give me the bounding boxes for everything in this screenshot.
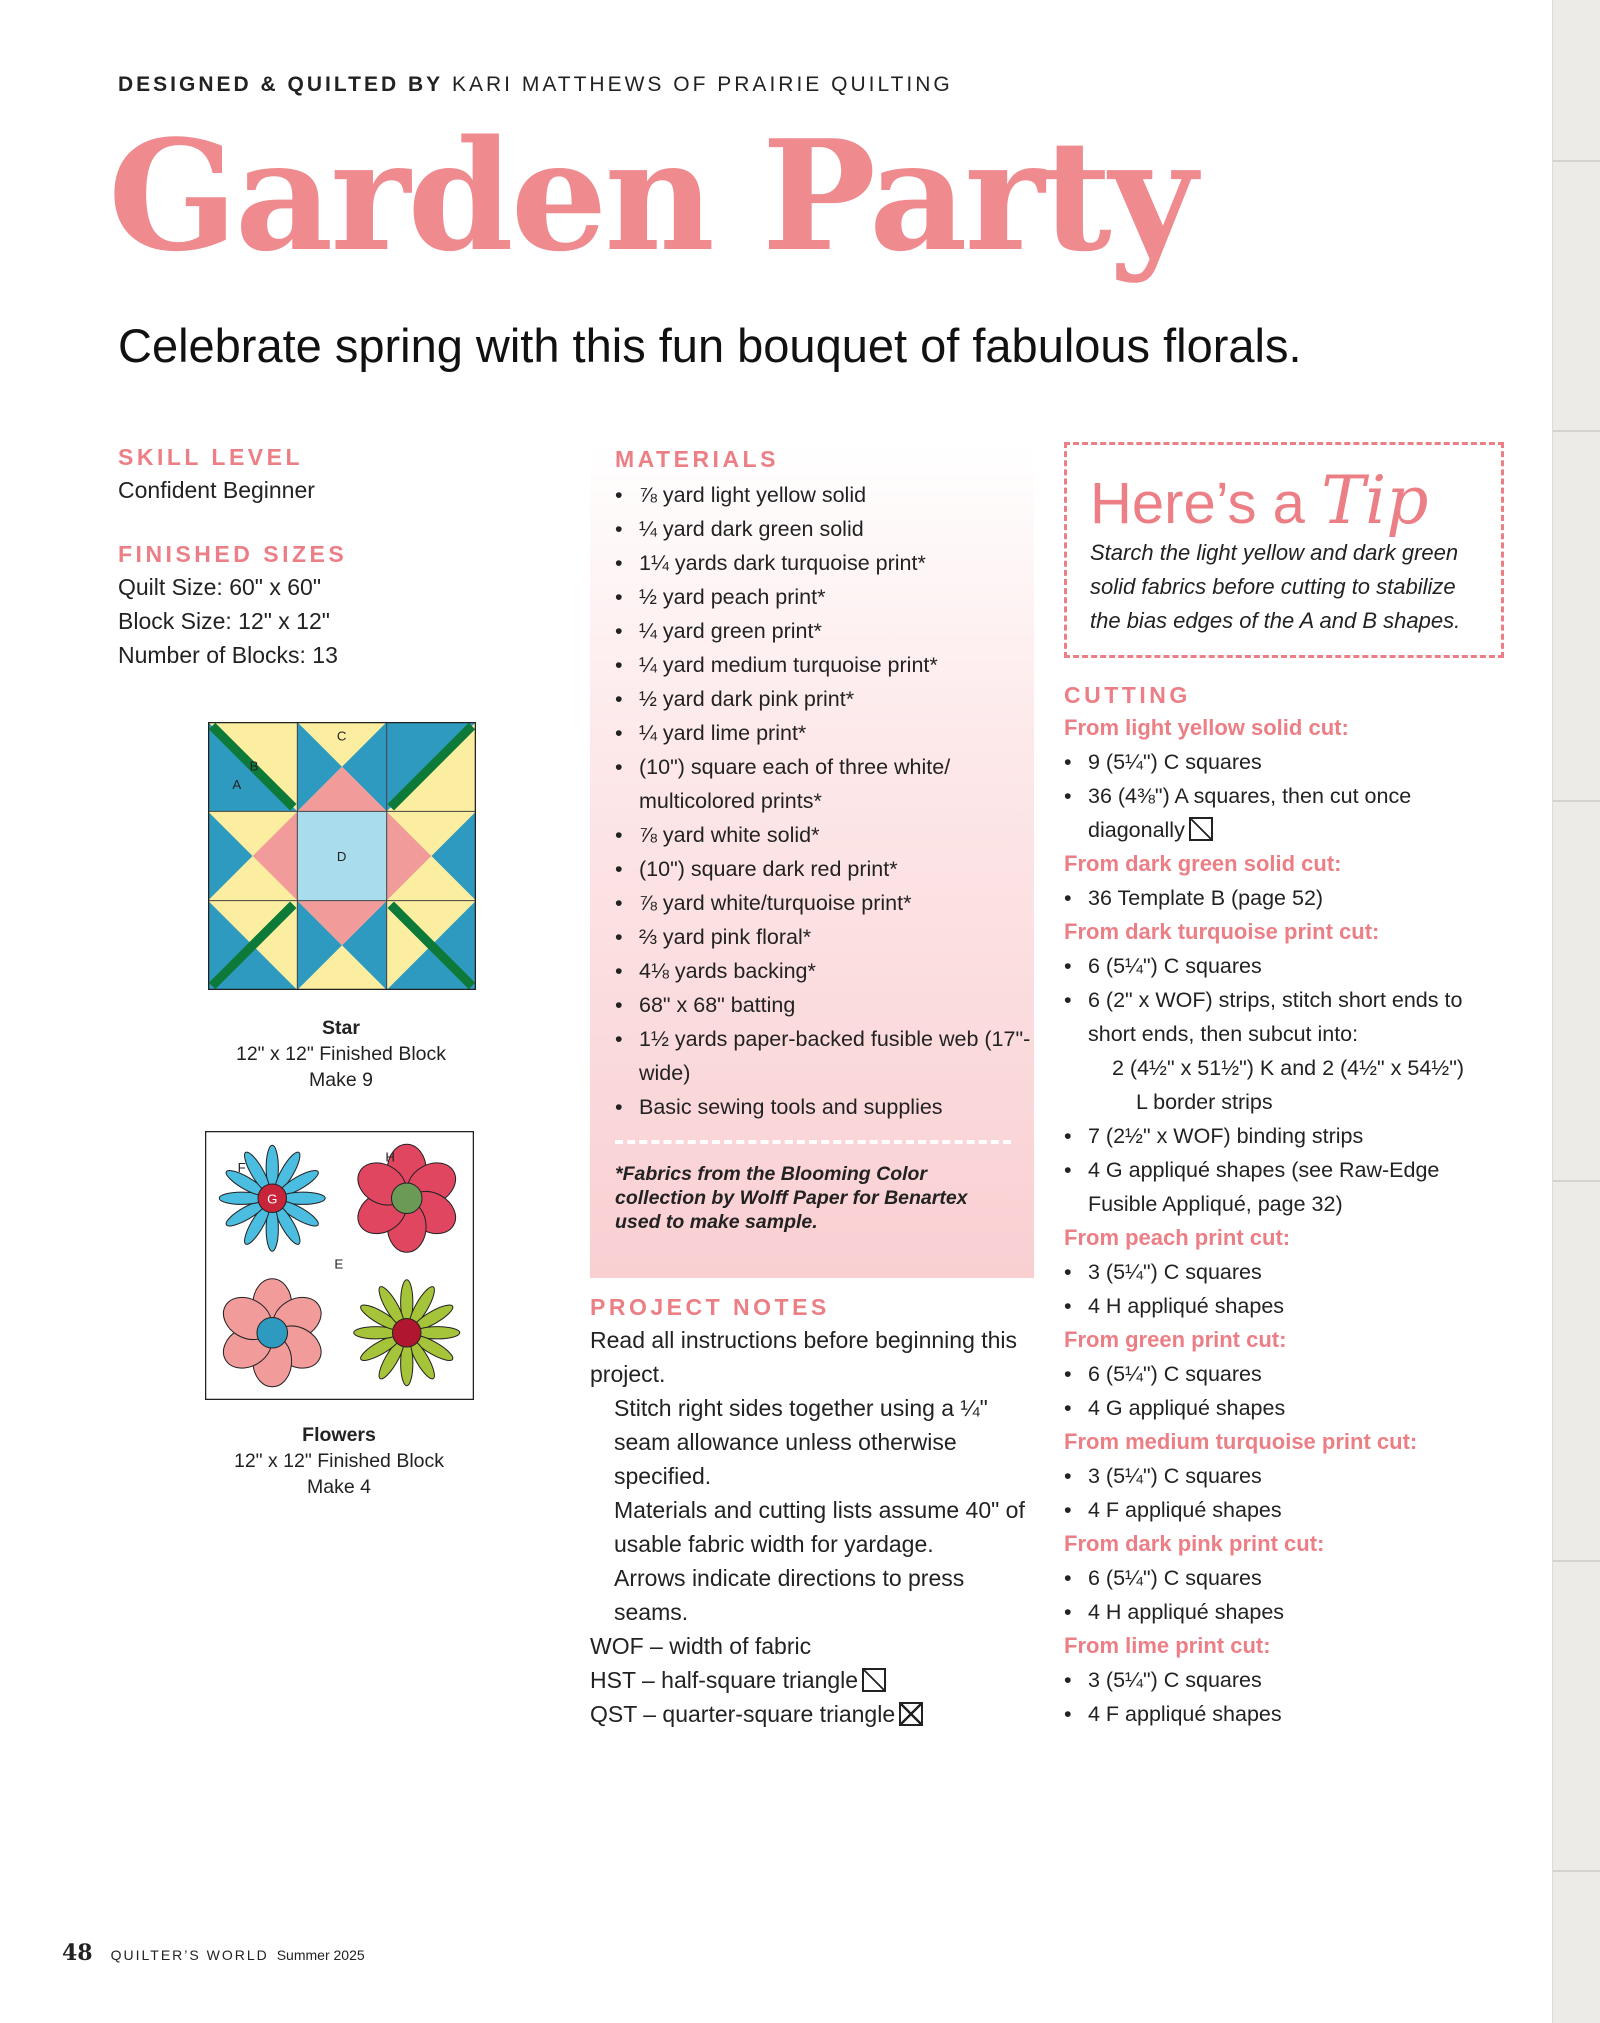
- cut-group-title: From lime print cut:: [1064, 1633, 1271, 1658]
- list-item: • ⅞ yard light yellow solid: [615, 478, 1035, 512]
- size-item: Number of Blocks: 13: [118, 642, 338, 668]
- cutting-section: [1064, 682, 1494, 1731]
- list-item: • Basic sewing tools and supplies: [615, 1090, 1035, 1124]
- block-size: 12" x 12" Finished Block: [235, 1043, 447, 1065]
- skill-value: Confident Beginner: [118, 477, 315, 503]
- designer-name: KARI MATTHEWS OF PRAIRIE QUILTING: [451, 73, 953, 96]
- cut-list: [1064, 881, 1494, 915]
- cut-group-title: From medium turquoise print cut:: [1064, 1429, 1418, 1454]
- cut-group-title: From green print cut:: [1064, 1327, 1287, 1352]
- block-make: Make 4: [307, 1476, 371, 1498]
- cut-group-title: From dark turquoise print cut:: [1064, 919, 1380, 944]
- cut-list: [1064, 1561, 1494, 1629]
- subcut-line: L border strips: [1136, 1090, 1273, 1114]
- block-label-g: G: [267, 1191, 278, 1207]
- block-name: Star: [322, 1017, 360, 1039]
- list-item: • ¼ yard lime print*: [615, 716, 1035, 750]
- left-column: [118, 444, 518, 672]
- notes-heading: PROJECT NOTES: [590, 1294, 830, 1320]
- flowers-block-diagram: [205, 1131, 474, 1400]
- cut-group-title: From peach print cut:: [1064, 1225, 1291, 1250]
- sizes-heading: FINISHED SIZES: [118, 541, 348, 567]
- list-item: • 9 (5¼") C squares: [1064, 745, 1494, 779]
- tip-title: Here’s a Tip: [1090, 462, 1429, 539]
- fabric-note: *Fabrics from the Blooming Color collection by Wolff Paper for Benartex used to make sample.: [615, 1163, 968, 1233]
- cut-list: [1064, 1459, 1494, 1527]
- abbrev-hst: HST – half-square triangle: [590, 1663, 1030, 1697]
- block-label-c: C: [336, 728, 347, 744]
- list-item: • 4 F appliqué shapes: [1064, 1493, 1494, 1527]
- abbrev-wof: WOF – width of fabric: [590, 1633, 812, 1659]
- cut-list: [1064, 1357, 1494, 1425]
- block-label-h: H: [385, 1149, 395, 1165]
- list-item: • 4 G appliqué shapes (see Raw-Edge Fusible Appliqué, page 32): [1064, 1153, 1494, 1221]
- list-item: • 36 (4⅜") A squares, then cut once diagonally: [1064, 779, 1494, 847]
- block-make: Make 9: [309, 1069, 373, 1091]
- list-item: • 6 (5¼") C squares: [1064, 1357, 1494, 1391]
- page-number: 48: [62, 1940, 93, 1966]
- list-item: • 3 (5¼") C squares: [1064, 1255, 1494, 1289]
- list-item: • ⅞ yard white solid*: [615, 818, 1035, 852]
- hst-icon: [1189, 817, 1213, 841]
- wood-background: [1552, 0, 1600, 2023]
- magazine-name: QUILTER’S WORLD: [110, 1947, 269, 1963]
- star-block-diagram: [208, 722, 476, 990]
- cut-list: [1064, 745, 1494, 847]
- note-paragraph: Stitch right sides together using a ¼" seam allowance unless otherwise specified.: [614, 1395, 988, 1489]
- pattern-subtitle: Celebrate spring with this fun bouquet of fabulous florals.: [118, 319, 1302, 372]
- flowers-block-caption: [189, 1422, 489, 1500]
- list-item: • ¼ yard dark green solid: [615, 512, 1035, 546]
- cut-list: [1064, 1119, 1494, 1221]
- list-item: • 7 (2½" x WOF) binding strips: [1064, 1119, 1494, 1153]
- cutting-heading: CUTTING: [1064, 682, 1191, 708]
- page-footer: [62, 1940, 365, 1966]
- list-item: • 3 (5¼") C squares: [1064, 1459, 1494, 1493]
- list-item: • 1¼ yards dark turquoise print*: [615, 546, 1035, 580]
- note-paragraph: Read all instructions before beginning this project.: [590, 1327, 1018, 1387]
- cut-group-title: From dark green solid cut:: [1064, 851, 1342, 876]
- list-item: • (10") square each of three white/ multicolored prints*: [615, 750, 1035, 818]
- cut-list: [1064, 1255, 1494, 1323]
- materials-list: [615, 478, 1035, 1124]
- list-item: • 4 H appliqué shapes: [1064, 1595, 1494, 1629]
- block-label-b: B: [249, 758, 259, 774]
- list-item: • 4 H appliqué shapes: [1064, 1289, 1494, 1323]
- tip-word: Tip: [1321, 462, 1429, 539]
- skill-heading: SKILL LEVEL: [118, 444, 304, 470]
- note-paragraph: Materials and cutting lists assume 40" of usable fabric width for yardage.: [614, 1497, 1025, 1557]
- list-item: • 6 (2" x WOF) strips, stitch short ends to short ends, then subcut into:: [1064, 983, 1494, 1051]
- list-item: • 1½ yards paper-backed fusible web (17"-wide): [615, 1022, 1035, 1090]
- list-item: • (10") square dark red print*: [615, 852, 1035, 886]
- list-item: • 4⅛ yards backing*: [615, 954, 1035, 988]
- cut-group-title: From light yellow solid cut:: [1064, 715, 1349, 740]
- block-size: 12" x 12" Finished Block: [233, 1450, 445, 1472]
- list-item: • 4 G appliqué shapes: [1064, 1391, 1494, 1425]
- note-paragraph: Arrows indicate directions to press seams.: [614, 1565, 965, 1625]
- list-item: • ¼ yard green print*: [615, 614, 1035, 648]
- block-name: Flowers: [302, 1424, 376, 1446]
- list-item: • 6 (5¼") C squares: [1064, 1561, 1494, 1595]
- block-label-a: A: [232, 777, 242, 792]
- project-notes: [590, 1294, 1030, 1731]
- cut-group-title: From dark pink print cut:: [1064, 1531, 1325, 1556]
- size-item: Quilt Size: 60" x 60": [118, 574, 321, 600]
- list-item: • 36 Template B (page 52): [1064, 881, 1494, 915]
- list-item: • ⅞ yard white/turquoise print*: [615, 886, 1035, 920]
- materials-heading: MATERIALS: [615, 446, 779, 472]
- star-block-caption: [191, 1015, 491, 1093]
- list-item: • 68" x 68" batting: [615, 988, 1035, 1022]
- designer-credit: [118, 73, 953, 97]
- block-label-f: F: [237, 1159, 246, 1175]
- credit-lead: DESIGNED & QUILTED BY: [118, 73, 444, 96]
- list-item: • ⅔ yard pink floral*: [615, 920, 1035, 954]
- list-item: • 3 (5¼") C squares: [1064, 1663, 1494, 1697]
- list-item: • 4 F appliqué shapes: [1064, 1697, 1494, 1731]
- list-item: • ½ yard peach print*: [615, 580, 1035, 614]
- hst-icon: [862, 1668, 886, 1692]
- block-label-d: D: [336, 849, 347, 865]
- qst-icon: [899, 1702, 923, 1726]
- cut-list: [1064, 949, 1494, 1051]
- abbrev-qst: QST – quarter-square triangle: [590, 1697, 1030, 1731]
- subcut-line: 2 (4½" x 51½") K and 2 (4½" x 54½"): [1112, 1056, 1465, 1080]
- block-label-e: E: [334, 1256, 344, 1272]
- tip-text: Starch the light yellow and dark green solid fabrics before cutting to stabilize the bias edges of the A and B shapes.: [1090, 540, 1461, 633]
- issue-date: Summer 2025: [276, 1947, 365, 1963]
- list-item: • ¼ yard medium turquoise print*: [615, 648, 1035, 682]
- list-item: • 6 (5¼") C squares: [1064, 949, 1494, 983]
- cut-list: [1064, 1663, 1494, 1731]
- materials-divider: [615, 1140, 1011, 1144]
- list-item: • ½ yard dark pink print*: [615, 682, 1035, 716]
- size-item: Block Size: 12" x 12": [118, 608, 330, 634]
- pattern-title: Garden Party: [108, 106, 1195, 285]
